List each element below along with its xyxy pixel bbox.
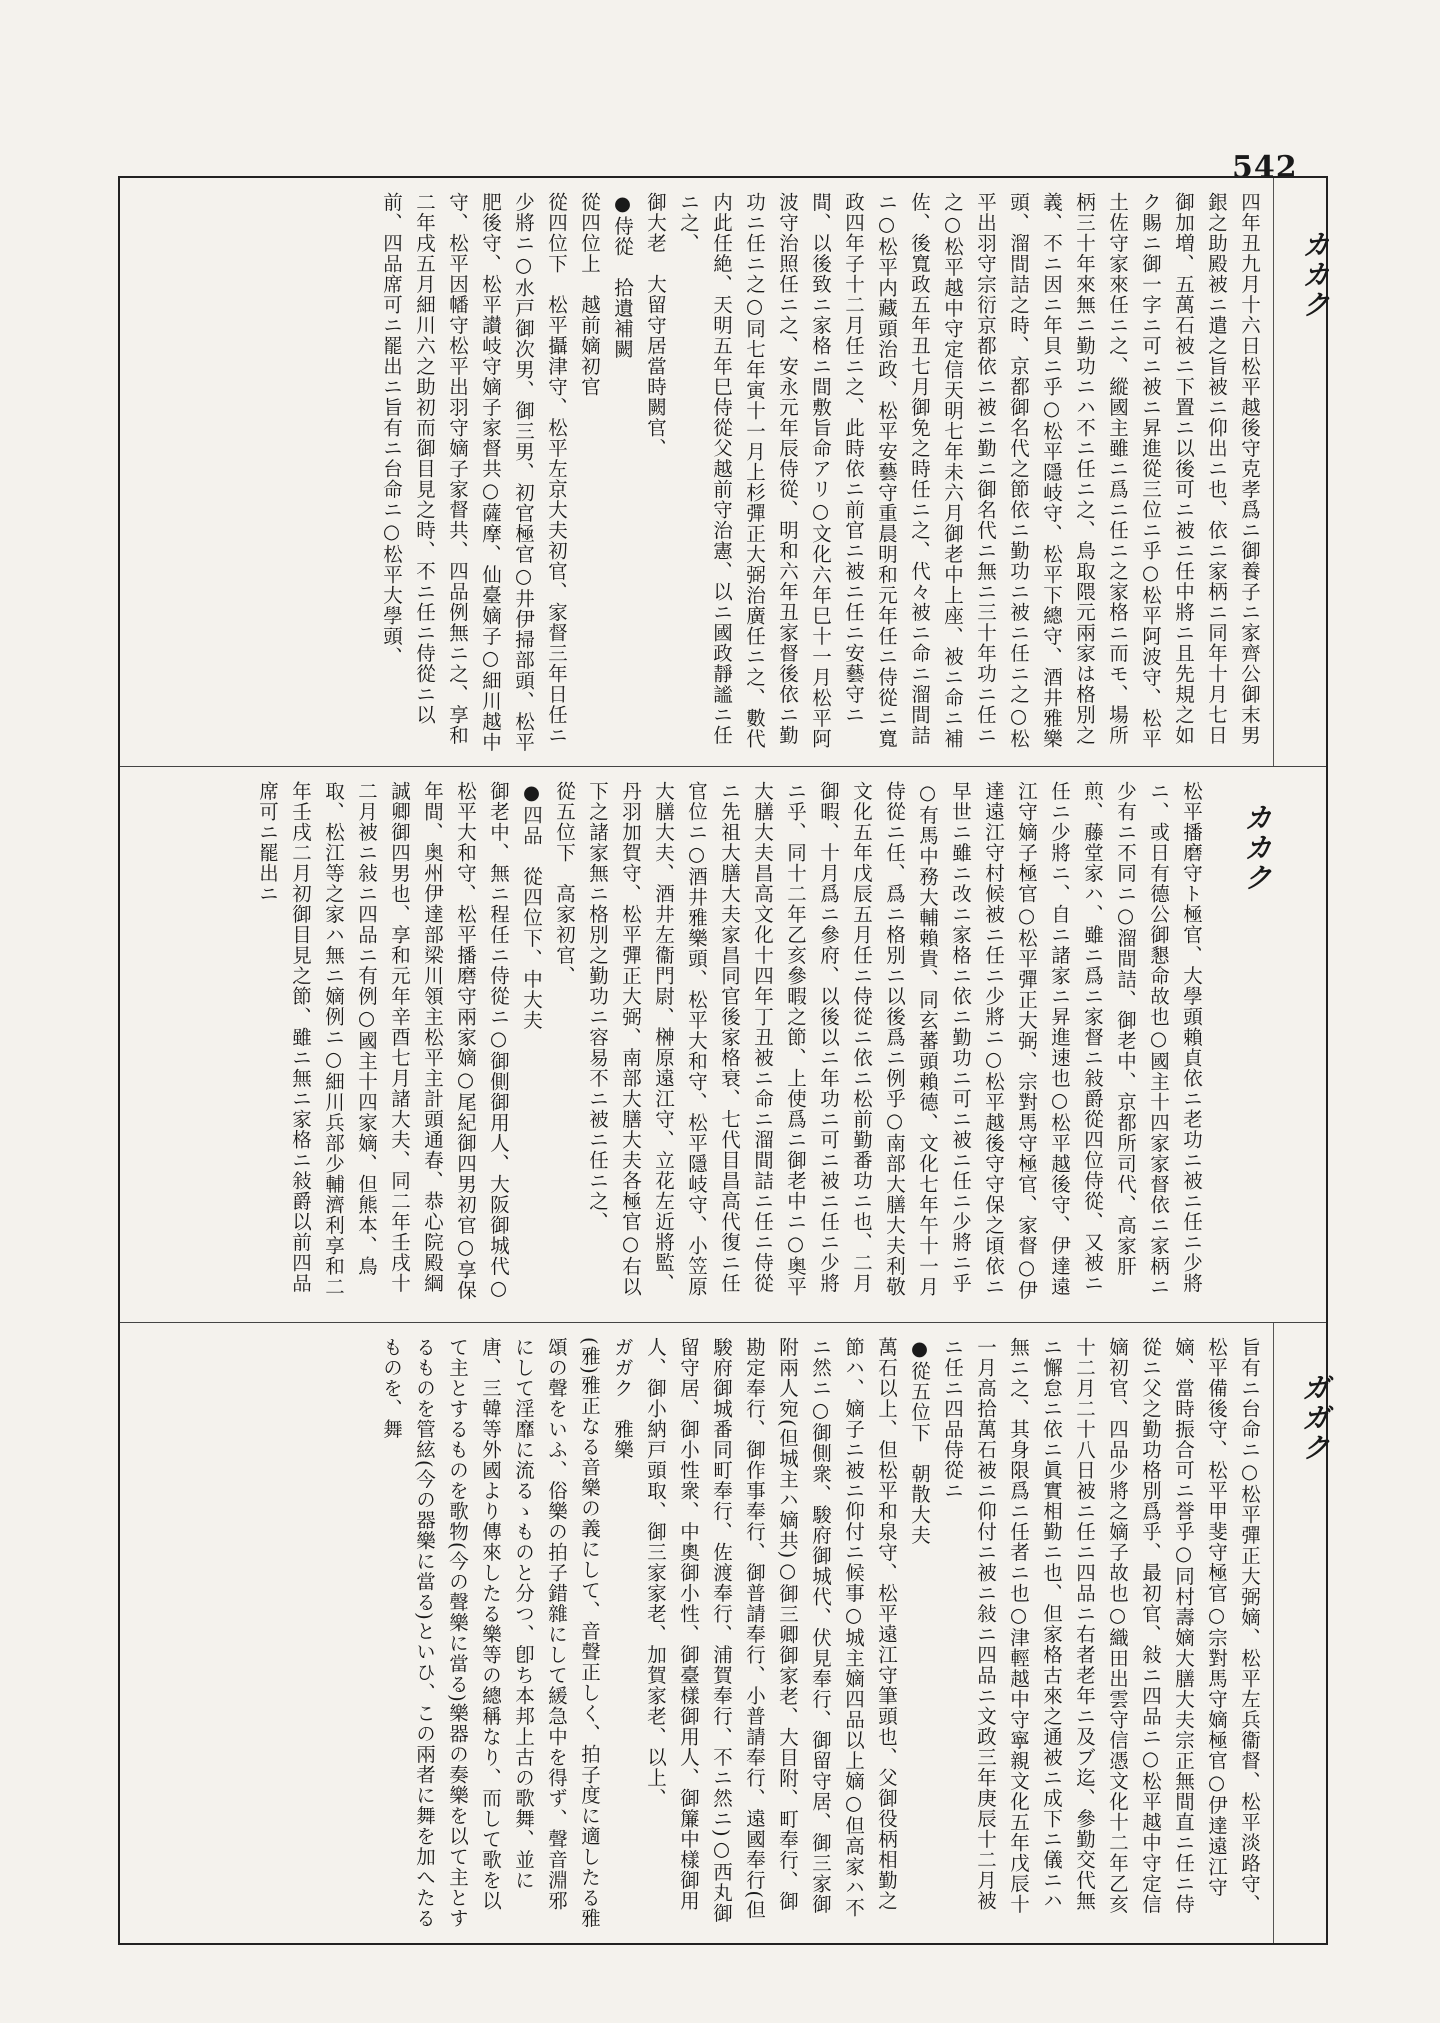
section-1-header: カカク — [1298, 230, 1331, 320]
section-3-header: ガガク — [1298, 1373, 1331, 1463]
page-frame — [118, 176, 1331, 1945]
section-3 — [120, 1322, 1331, 1943]
column-rule — [1273, 1323, 1274, 1943]
column-rule — [1273, 178, 1274, 766]
section-2 — [120, 766, 1326, 1322]
section-1 — [120, 178, 1331, 766]
section-2-text: 松平播磨守ト極官、大學頭賴貞依ニ老功ニ被ニ任ニ少將ニ、或日有德公御懇命故也○國主十四家家督依ニ家柄ニ少有ニ不同ニ○溜間詰、御老中、京都所司代、高家肝煎、藤堂家ハ、雖ニ爲ニ家督ニ敍爵從四位侍從、又被ニ任ニ少將ニ、自ニ諸家ニ昇進速也○松平越後守、伊達遠江守嫡子極官○松平彈正大弼、宗對馬守極官、家督○伊達遠江守村候被ニ任ニ少將ニ○松平越後守守保之頃依ニ早世ニ雖ニ改ニ家格ニ依ニ勤功ニ可ニ被ニ任ニ少將ニ乎○有馬中務大輔賴貴、同玄蕃頭賴德、文化七年午十一月侍從ニ任、爲ニ格別ニ以後爲ニ例乎○南部大膳大夫利敬文化五年戊辰五月任ニ侍從ニ依ニ松前勤番功ニ也、二月御暇、十月爲ニ參府、以後以ニ年功ニ可ニ被ニ任ニ少將ニ乎、同十二年乙亥參暇之節、上使爲ニ御老中ニ○奥平大膳大夫昌高文化十四年丁丑被ニ命ニ溜間詰ニ任ニ侍從ニ先祖大膳大夫家昌同官後家格衰、七代目昌高代復ニ任官位ニ○酒井雅樂頭、松平大和守、松平隱岐守、小笠原大膳大夫、酒井左衞門尉、榊原遠江守、立花左近將監、丹羽加賀守、松平彈正大弼、南部大膳大夫各極官○右以下之諸家無ニ格別之勤功ニ容易不ニ被ニ任ニ之、 從五位下 高家初官、 ●四品 從四位下、中大夫 御老中、無ニ程任ニ侍從ニ○御側御用人、大阪御城代○松平大和守、松平播磨守兩家嫡○尾紀御四男初官○享保年間、奥州伊達部梁川領主松平主計頭通春、恭心院殿綱誠卿御四男也、享和元年辛酉七月諸大夫、同二年壬戌十二月被ニ敍ニ四品ニ有例○國主十四家嫡、但熊本、鳥取、松江等之家ハ無ニ嫡例ニ○細川兵部少輔濟利享和二年壬戌二月初御目見之節、雖ニ無ニ家格ニ敍爵以前四品席可ニ罷出ニ — [256, 781, 1203, 1301]
section-2-header: カカク — [1240, 803, 1273, 893]
section-3-text: 旨有ニ台命ニ○松平彈正大弼嫡、松平左兵衞督、松平淡路守、松平備後守、松平甲斐守極官○宗對馬守嫡極官○伊達遠江守嫡、當時振合可ニ誉乎○同村壽嫡大膳大夫宗正無間直ニ任ニ侍從ニ父之勤功格別爲乎、最初官、敍ニ四品ニ○松平越中守定信嫡初官、四品少將之嫡子故也○織田出雲守信憑文化十二年乙亥十二月二十八日被ニ任ニ四品ニ右者老年ニ及ブ迄、參勤交代無ニ懈怠ニ依ニ眞實相勤ニ也、但家格古來之通被ニ成下ニ儀ニハ無ニ之、其身限爲ニ任者ニ也○津輕越中守寧親文化五年戊辰十一月高拾萬石被ニ仰付ニ被ニ敍ニ四品ニ文政三年庚辰十二月被ニ任ニ四品侍從ニ ●從五位下 朝散大夫 萬石以上、但松平和泉守、松平遠江守筆頭也、父御役柄相勤之節ハ、嫡子ニ被ニ仰付ニ候事○城主嫡四品以上嫡○但高家ハ不ニ然ニ○御側衆、駿府御城代、伏見奉行、御留守居、御三家御附兩人宛(但城主ハ嫡共)○御三卿御家老、大目附、町奉行、御勘定奉行、御作事奉行、御普請奉行、小普請奉行、遠國奉行(但駿府御城番同町奉行、佐渡奉行、浦賀奉行、不ニ然ニ)○西丸御留守居、御小性衆、中奧御小性、御臺樣御用人、御簾中樣御用人、御小納戸頭取、御三家家老、加賀家老、以上、 ガガク 雅樂 (雅)雅正なる音樂の義にして、音聲正しく、拍子度に適したる雅頌の聲をいふ、俗樂の拍子錯雜にして緩急中を得ず、聲音淵邪にして淫靡に流るゝものと分つ、卽ち本邦上古の歌舞、並に唐、三韓等外國より傳來したる樂等の總稱なり、而して歌を以て主とするものを歌物(今の聲樂に當る)樂器の奏樂を以て主とするものを管絃(今の器樂に當る)といひ、この兩者に舞を加へたるものを、舞 — [380, 1337, 1261, 1929]
page-number: 542 — [1232, 150, 1298, 185]
section-1-text: 四年丑九月十六日松平越後守克孝爲ニ御養子ニ家齊公御末男銀之助殿被ニ遣之旨被ニ仰出ニ也、依ニ家柄ニ同年十月七日御加増、五萬石被ニ下置ニ以後可ニ被ニ任中將ニ且先規之如ク賜ニ御一字ニ可ニ被ニ昇進從三位ニ乎○松平阿波守、松平土佐守家來任ニ之、縱國主雖ニ爲ニ任ニ之家格ニ而モ、場所柄三十年來無ニ勤功ニハ不ニ任ニ之、鳥取隈元兩家は格別之義、不ニ因ニ年貝ニ乎○松平隱岐守、松平下總守、酒井雅樂頭、溜間詰之時、京都御名代之節依ニ勤功ニ被ニ任ニ之○松平出羽守宗衍京都依ニ被ニ勤ニ御名代ニ無ニ三十年功ニ任ニ之○松平越中守定信天明七年未六月御老中上座、被ニ命ニ補佐、後寬政五年丑七月御免之時任ニ之、代々被ニ命ニ溜間詰ニ○松平内藏頭治政、松平安藝守重晨明和元年任ニ侍從ニ寬政四年子十二月任ニ之、此時依ニ前官ニ被ニ任ニ安藝守ニ間、以後致ニ家格ニ間敷旨命アリ○文化六年巳十一月松平阿波守治照任ニ之、安永元年辰侍從、明和六年丑家督後依ニ勤功ニ任ニ之○同七年寅十一月上杉彈正大弼治廣任ニ之、數代内此任絶、天明五年巳侍從父越前守治憲、以ニ國政靜謐ニ任ニ之、 御大老 大留守居當時闕官、 ●侍從 拾遺補闕 從四位上 越前嫡初官 從四位下 松平攝津守、松平左京大夫初官、家督三年日任ニ少將ニ○水戸御次男、御三男、初官極官○井伊掃部頭、松平肥後守、松平讃岐守嫡子家督共○薩摩、仙臺嫡子○細川越中守、松平因幡守松平出羽守嫡子家督共、四品例無ニ之、享和二年戌五月細川六之助初而御目見之時、不ニ任ニ侍從ニ以前、四品席可ニ罷出ニ旨有ニ台命ニ○松平大學頭、 — [380, 192, 1261, 753]
